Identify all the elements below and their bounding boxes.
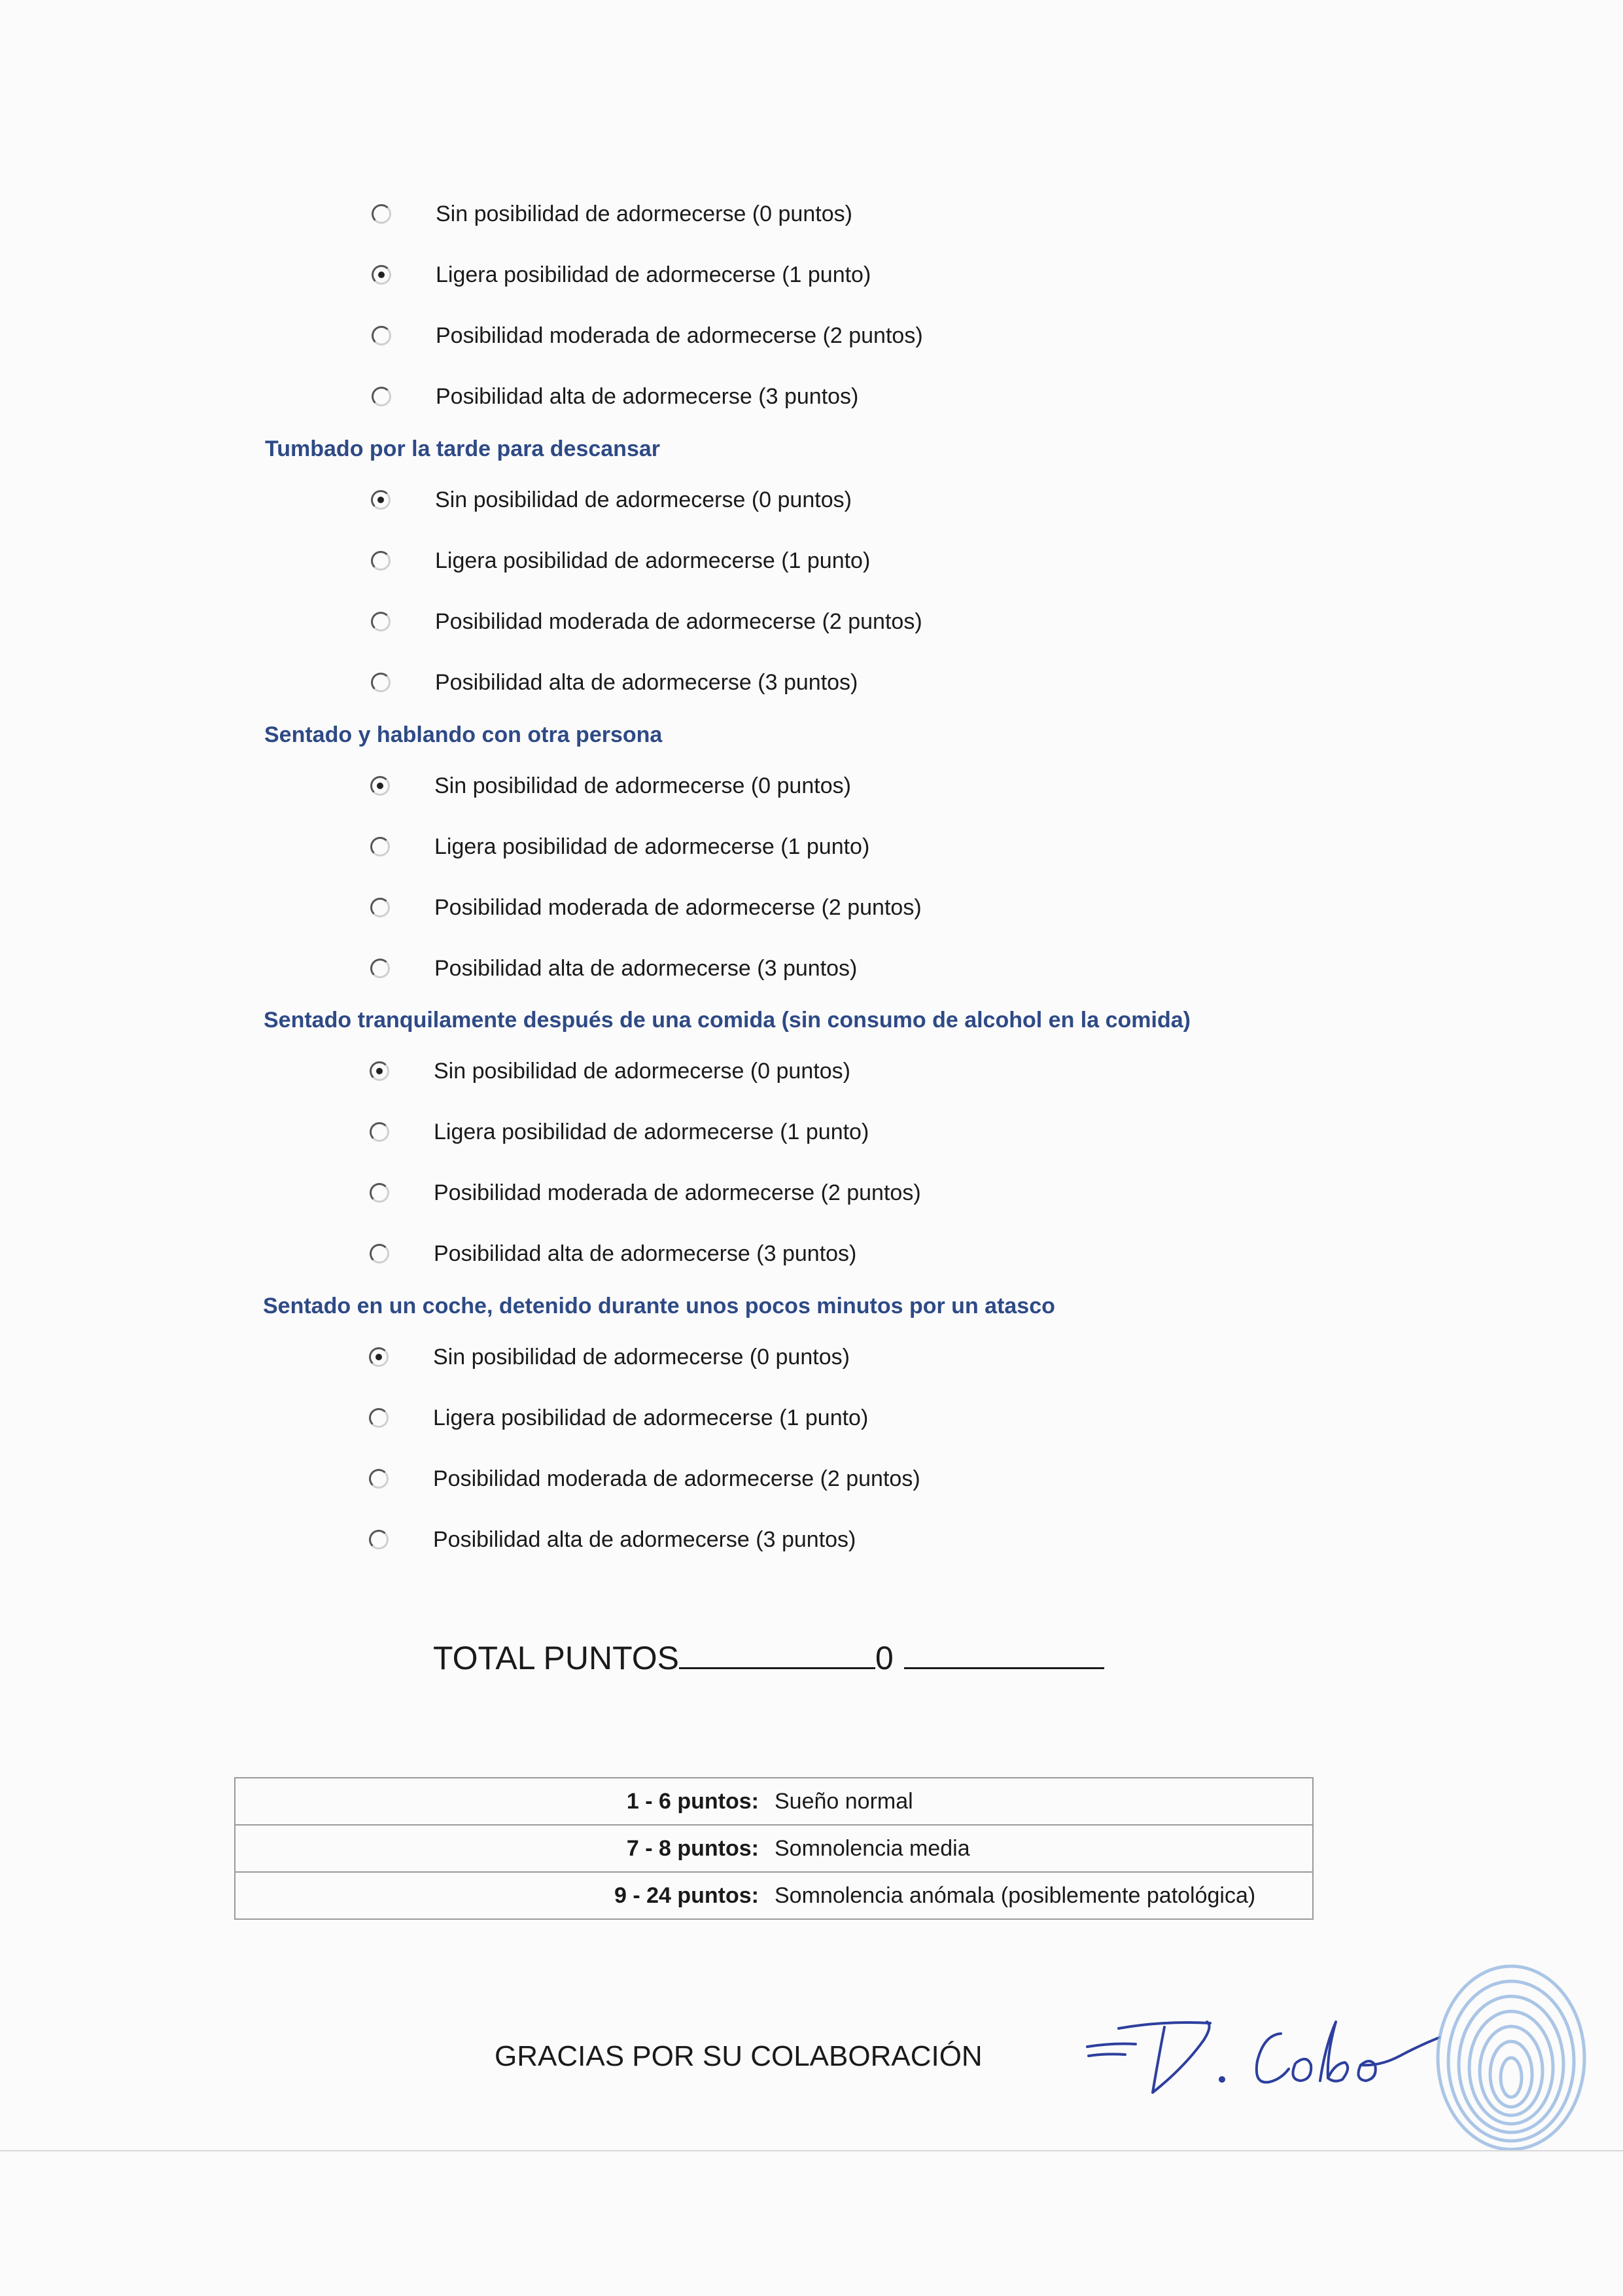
option-label: Posibilidad alta de adormecerse (3 puntos) xyxy=(434,1241,857,1266)
table-row xyxy=(235,1825,1313,1872)
total-blank-left xyxy=(679,1637,875,1669)
total-label: TOTAL PUNTOS xyxy=(433,1640,680,1676)
table-row xyxy=(235,1778,1313,1825)
option-label: Sin posibilidad de adormecerse (0 puntos) xyxy=(434,773,851,798)
radio-option[interactable] xyxy=(371,612,391,631)
score-description: Somnolencia media xyxy=(768,1825,1313,1872)
option-label: Posibilidad alta de adormecerse (3 puntos) xyxy=(435,670,858,695)
total-points xyxy=(433,1637,1104,1678)
option-label: Posibilidad alta de adormecerse (3 puntos) xyxy=(433,1527,856,1552)
radio-option[interactable] xyxy=(370,1122,389,1142)
score-description: Somnolencia anómala (posiblemente patológica) xyxy=(768,1872,1313,1919)
radio-option-selected[interactable] xyxy=(372,265,391,285)
radio-option-selected[interactable] xyxy=(369,1347,389,1367)
table-row xyxy=(235,1872,1313,1919)
option-label: Posibilidad moderada de adormecerse (2 puntos) xyxy=(433,1466,920,1491)
radio-option[interactable] xyxy=(370,837,390,857)
option-label: Ligera posibilidad de adormecerse (1 punto) xyxy=(436,262,871,287)
option-label: Ligera posibilidad de adormecerse (1 punto) xyxy=(433,1405,869,1430)
option-label: Posibilidad moderada de adormecerse (2 puntos) xyxy=(435,609,922,634)
radio-option[interactable] xyxy=(371,673,391,692)
question-title: Sentado en un coche, detenido durante unos pocos minutos por un atasco xyxy=(263,1294,1055,1318)
radio-option-selected[interactable] xyxy=(371,490,391,510)
thanks-message: GRACIAS POR SU COLABORACIÓN xyxy=(495,2040,983,2072)
score-description: Sueño normal xyxy=(768,1778,1313,1825)
option-label: Posibilidad moderada de adormecerse (2 puntos) xyxy=(434,1180,921,1205)
option-label: Sin posibilidad de adormecerse (0 puntos) xyxy=(436,202,852,226)
total-value: 0 xyxy=(875,1640,894,1676)
radio-option[interactable] xyxy=(369,1530,389,1549)
radio-option[interactable] xyxy=(370,898,390,917)
radio-option[interactable] xyxy=(370,959,390,978)
radio-option-selected[interactable] xyxy=(370,1061,389,1081)
radio-option[interactable] xyxy=(372,326,391,345)
option-label: Posibilidad moderada de adormecerse (2 puntos) xyxy=(434,895,922,920)
option-label: Posibilidad alta de adormecerse (3 puntos) xyxy=(436,384,859,409)
score-interpretation-table xyxy=(234,1777,1314,1920)
handwritten-signature xyxy=(1073,1983,1459,2113)
radio-option-selected[interactable] xyxy=(370,776,390,796)
option-label: Posibilidad moderada de adormecerse (2 puntos) xyxy=(436,323,923,348)
option-label: Ligera posibilidad de adormecerse (1 punto) xyxy=(434,1120,869,1144)
option-label: Ligera posibilidad de adormecerse (1 punto) xyxy=(435,548,871,573)
radio-option[interactable] xyxy=(371,551,391,571)
radio-option[interactable] xyxy=(370,1244,389,1263)
score-range: 7 - 8 puntos: xyxy=(235,1825,768,1872)
option-label: Sin posibilidad de adormecerse (0 puntos) xyxy=(434,1059,850,1084)
radio-option[interactable] xyxy=(369,1469,389,1489)
question-title: Sentado y hablando con otra persona xyxy=(264,722,663,747)
total-blank-gap xyxy=(894,1639,904,1669)
total-blank-right xyxy=(904,1637,1104,1669)
option-label: Sin posibilidad de adormecerse (0 puntos) xyxy=(435,487,852,512)
scan-edge-line xyxy=(0,2150,1623,2151)
score-range: 9 - 24 puntos: xyxy=(235,1872,768,1919)
radio-option[interactable] xyxy=(372,387,391,406)
option-label: Posibilidad alta de adormecerse (3 puntos) xyxy=(434,956,858,981)
score-range: 1 - 6 puntos: xyxy=(235,1778,768,1825)
fingerprint-stamp xyxy=(1426,1956,1596,2159)
radio-option[interactable] xyxy=(372,204,391,224)
radio-option[interactable] xyxy=(369,1408,389,1428)
question-title: Tumbado por la tarde para descansar xyxy=(265,436,660,461)
option-label: Ligera posibilidad de adormecerse (1 punto) xyxy=(434,834,870,859)
radio-option[interactable] xyxy=(370,1183,389,1203)
option-label: Sin posibilidad de adormecerse (0 puntos) xyxy=(433,1345,850,1369)
question-title: Sentado tranquilamente después de una comida (sin consumo de alcohol en la comida) xyxy=(264,1008,1191,1033)
